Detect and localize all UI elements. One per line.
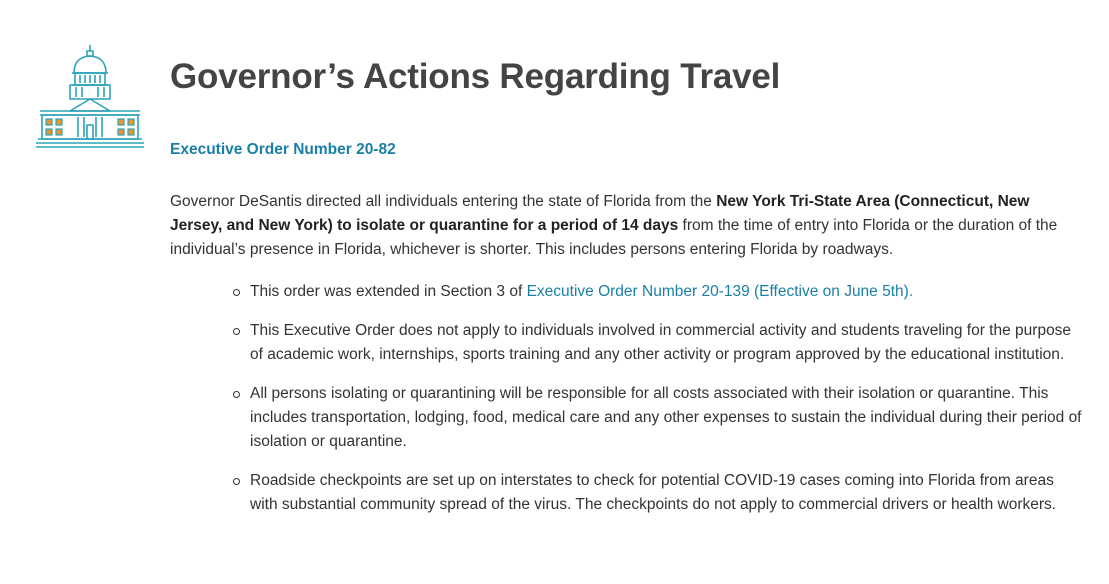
intro-bold-text: New York Tri-State Area (Connecticut, New Jersey, and New York) to isolate or quarantine for a period of 14 days	[170, 193, 1030, 234]
list-item-text: This order was extended in Section 3 of	[250, 283, 527, 300]
list-item-text: Roadside checkpoints are set up on interstates to check for potential COVID-19 cases coming into Florida from areas with substantial community spread of the virus. The checkpoints do not apply to commercial drivers or health workers.	[250, 472, 1057, 513]
intro-text-start: Governor DeSantis directed all individuals entering the state of Florida from the	[170, 193, 717, 210]
bullet-circle-icon	[233, 391, 240, 398]
executive-order-20-139-link[interactable]: Executive Order Number 20-139 (Effective on June 5th).	[526, 283, 914, 300]
order-details-list	[170, 280, 1085, 517]
executive-order-link[interactable]: Executive Order Number 20-82	[170, 141, 396, 158]
intro-text-end: from the time of entry into Florida or the duration of the individual’s presence in Florida, whichever is shorter. This includes persons entering Florida by roadways.	[170, 217, 1058, 258]
page-title: Governor’s Actions Regarding Travel	[170, 57, 781, 96]
list-item	[250, 319, 1085, 367]
bullet-circle-icon	[233, 289, 240, 296]
list-item	[250, 382, 1085, 454]
list-item	[250, 280, 1085, 304]
list-item-text: All persons isolating or quarantining will be responsible for all costs associated with their isolation or quarantine. This includes transportation, lodging, food, medical care and any other expenses to sustain the individual during their period of isolation or quarantine.	[250, 385, 1082, 450]
capitol-building-icon	[34, 43, 146, 151]
list-item	[250, 469, 1085, 517]
main-content	[170, 56, 1085, 532]
intro-paragraph	[170, 190, 1085, 262]
bullet-circle-icon	[233, 328, 240, 335]
bullet-circle-icon	[233, 478, 240, 485]
list-item-text: This Executive Order does not apply to individuals involved in commercial activity and students traveling for the purpose of academic work, internships, sports training and any other activity or program approved by the educational institution.	[250, 322, 1072, 363]
